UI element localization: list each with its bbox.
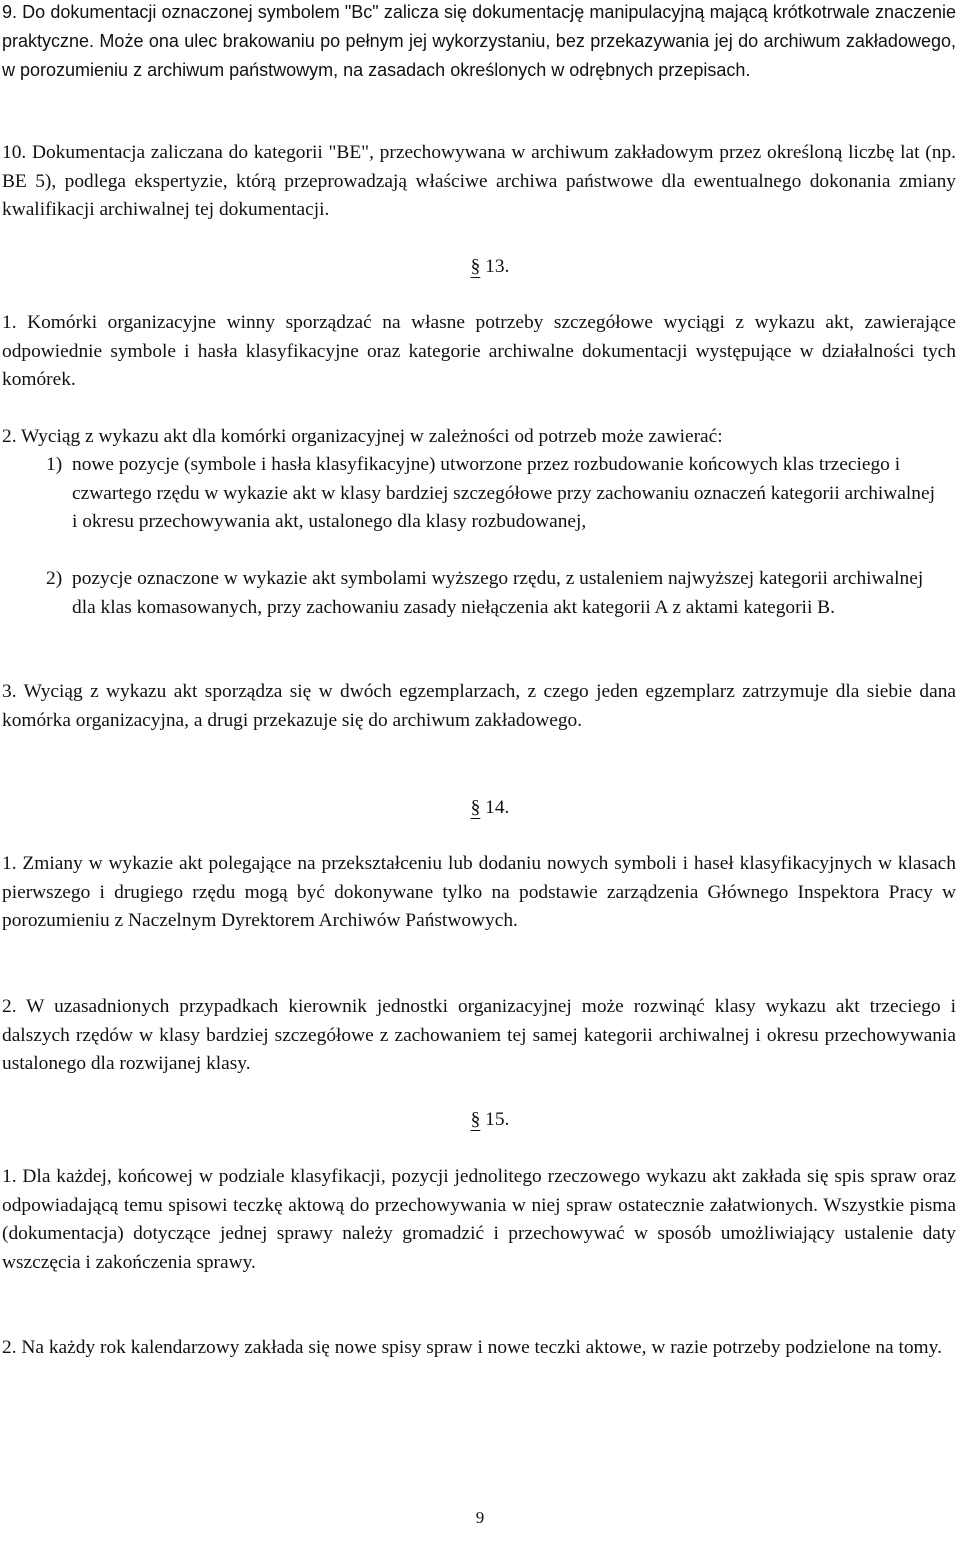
section-14-heading xyxy=(0,794,960,822)
section-symbol: § xyxy=(470,256,481,277)
section-13-paragraph-1: 1. Komórki organizacyjne winny sporządzać na własne potrzeby szczegółowe wyciągi z wykazu akt, zawierające odpowiednie symbole i hasła klasyfikacyjne oraz kategorie archiwalne dokumentacji występujące w działalności tych komórek. xyxy=(2,312,956,391)
section-number: 15. xyxy=(485,1109,510,1130)
paragraph-10: 10. Dokumentacja zaliczana do kategorii "BE", przechowywana w archiwum zakładowym przez określoną liczbę lat (np. BE 5), podlega ekspertyzie, którą przeprowadzają właściwe archiwa państwowe dla ewentualnego dokonania zmiany kwalifikacji archiwalnej tej dokumentacji. xyxy=(2,142,956,221)
section-number: 14. xyxy=(485,797,510,818)
list-item-text: pozycje oznaczone w wykazie akt symbolami wyższego rzędu, z ustaleniem najwyższej kategorii archiwalnej dla klas komasowanych, przy zachowaniu zasady niełączenia akt kategorii A z aktami kategorii B. xyxy=(72,568,924,618)
section-14-paragraph-2: 2. W uzasadnionych przypadkach kierownik jednostki organizacyjnej może rozwinąć klasy wykazu akt trzeciego i dalszych rzędów w klasy bardziej szczegółowe z zachowaniem tej samej kategorii archiwalnej i okresu przechowywania ustalonego dla rozwijanej klasy. xyxy=(2,996,956,1075)
list-item-text: nowe pozycje (symbole i hasła klasyfikacyjne) utworzone przez rozbudowanie końcowych klas trzeciego i czwartego rzędu w wykazie akt w klasy bardziej szczegółowe przy zachowaniu oznaczeń kategorii archiwalnej i okresu przechowywania akt, ustalonego dla klasy rozbudowanej, xyxy=(72,454,935,533)
section-13-heading xyxy=(0,253,960,281)
list-item-number: 2) xyxy=(46,568,63,589)
section-15-heading xyxy=(0,1106,960,1134)
section-14-paragraph-1: 1. Zmiany w wykazie akt polegające na przekształceniu lub dodaniu nowych symboli i haseł klasyfikacyjnych w klasach pierwszego i drugiego rzędu mogą być dokonywane tylko na podstawie zarządzenia Głównego Inspektora Pracy w porozumieniu z Naczelnym Dyrektorem Archiwów Państwowych. xyxy=(2,853,956,932)
section-symbol: § xyxy=(470,1109,481,1130)
section-13-list-item-2 xyxy=(2,565,942,622)
section-symbol: § xyxy=(470,797,481,818)
section-15-paragraph-2: 2. Na każdy rok kalendarzowy zakłada się nowe spisy spraw i nowe teczki aktowe, w razie potrzeby podzielone na tomy. xyxy=(2,1337,942,1358)
list-item-number: 1) xyxy=(46,454,63,475)
section-13-paragraph-3: 3. Wyciąg z wykazu akt sporządza się w dwóch egzemplarzach, z czego jeden egzemplarz zatrzymuje dla siebie dana komórka organizacyjna, a drugi przekazuje się do archiwum zakładowego. xyxy=(2,681,956,731)
page-number: 9 xyxy=(475,1508,485,1527)
section-number: 13. xyxy=(485,256,510,277)
section-13-list-item-1 xyxy=(2,451,942,537)
paragraph-9: 9. Do dokumentacji oznaczonej symbolem "Bc" zalicza się dokumentację manipulacyjną mającą krótkotrwale znaczenie praktyczne. Może ona ulec brakowaniu po pełnym jej wykorzystaniu, bez przekazywania jej do archiwum zakładowego, w porozumieniu z archiwum państwowym, na zasadach określonych w odrębnych przepisach. xyxy=(2,2,956,80)
section-15-paragraph-1: 1. Dla każdej, końcowej w podziale klasyfikacji, pozycji jednolitego rzeczowego wykazu akt zakłada się spis spraw oraz odpowiadającą temu spisowi teczkę aktową do przechowywania w niej spraw ostatecznie załatwionych. Wszystkie pisma (dokumentacja) dotyczące jednej sprawy należy gromadzić i przechowywać w sposób umożliwiający ustalenie daty wszczęcia i zakończenia sprawy. xyxy=(2,1166,956,1274)
section-13-paragraph-2-intro: 2. Wyciąg z wykazu akt dla komórki organizacyjnej w zależności od potrzeb może zawierać: xyxy=(2,426,723,447)
